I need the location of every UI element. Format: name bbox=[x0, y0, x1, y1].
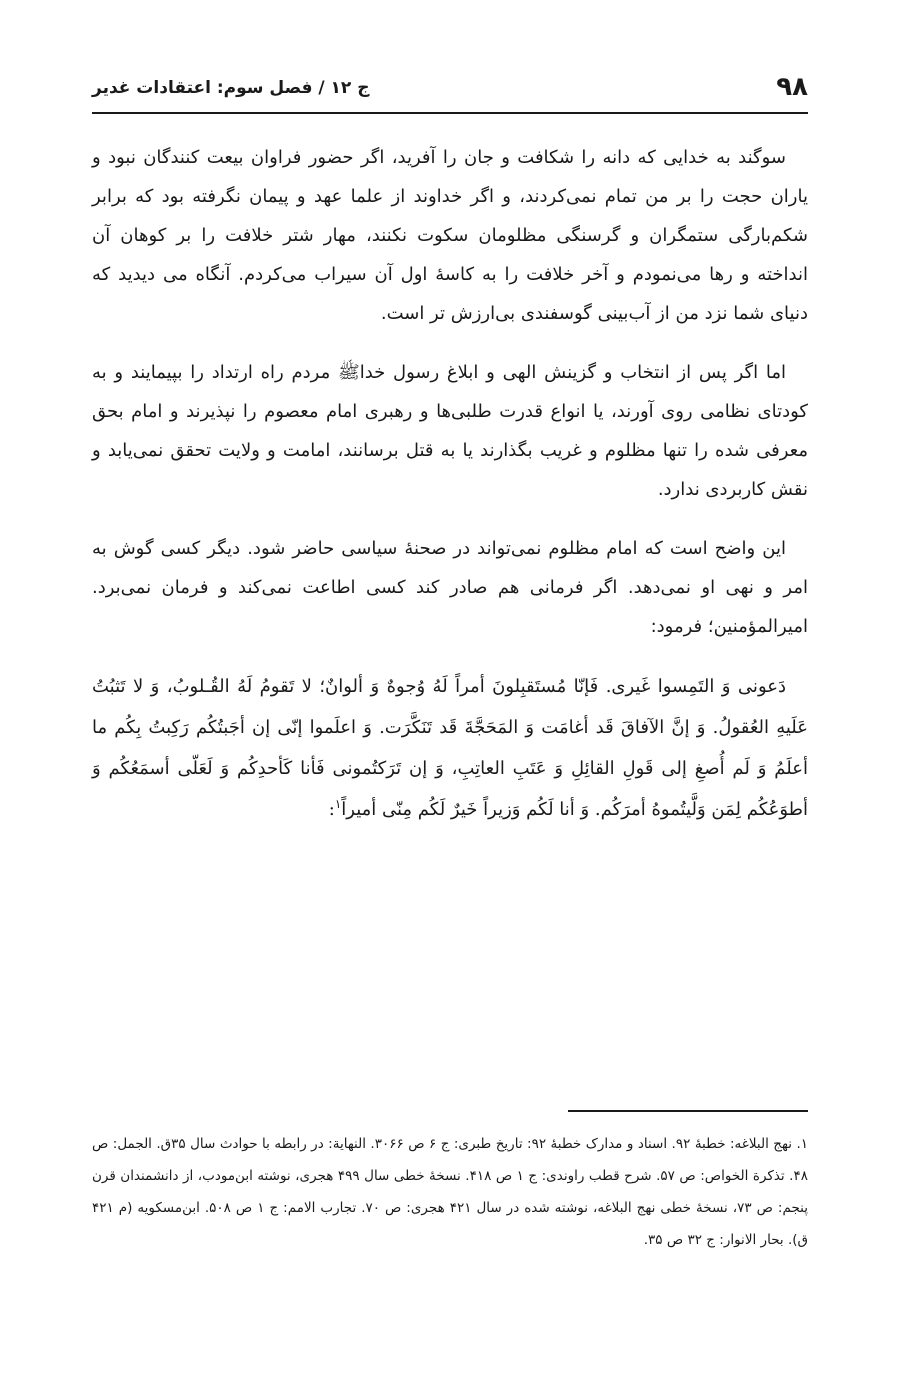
quote-paragraph bbox=[92, 666, 808, 830]
body-text bbox=[92, 138, 808, 850]
paragraph-3: این واضح است که امام مظلوم نمی‌تواند در صحنهٔ سیاسی حاضر شود. دیگر کسی گوش به امر و نهی او نمی‌دهد. اگر فرمانی هم صادر کند کسی اطاعت نمی‌کند و فرمان نمی‌برد. امیرالمؤمنین؛ فرمود: bbox=[92, 538, 808, 637]
book-page bbox=[92, 0, 808, 1390]
paragraph-2: اما اگر پس از انتخاب و گزینش الهی و ابلاغ رسول خداﷺ مردم راه ارتداد را بپیمایند و به کودتای نظامی روی آورند، یا انواع قدرت طلبی‌ها و رهبری امام معصوم را نپذیرند و امام بحق معرفی شده را تنها مظلوم و غریب بگذارند یا به قتل برسانند، امامت و ولایت تحقق نمی‌یابد و نقش کاربردی ندارد. bbox=[92, 362, 808, 500]
running-title: ج ۱۲ / فصل سوم: اعتقادات غدیر bbox=[92, 78, 370, 98]
footnote-marker[interactable]: ۱ bbox=[334, 797, 342, 811]
page-number: ۹۸ bbox=[776, 72, 808, 102]
footnote-text: ۱. نهج البلاغه: خطبهٔ ۹۲. اسناد و مدارک خطبهٔ ۹۲: تاریخ طبری: ج ۶ ص ۳۰۶۶. النهایة: در رابطه با حوادث سال ۳۵ق. الجمل: ص ۴۸. تذکرة الخواص: ص ۵۷. شرح قطب راوندی: ج ۱ ص ۴۱۸. نسخهٔ خطی سال ۴۹۹ هجری، نوشته ابن‌مودب، از دانشمندان قرن پنجم: ص ۷۳، نسخهٔ خطی نهج البلاغه، نوشته شده در سال ۴۲۱ هجری: ص ۷۰. تجارب الامم: ج ۱ ص ۵۰۸. ابن‌مسکویه (م ۴۲۱ ق). بحار الانوار: ج ۳۲ ص ۳۵. bbox=[92, 1136, 809, 1248]
page-header bbox=[92, 70, 808, 114]
paragraph-1: سوگند به خدایی که دانه را شکافت و جان را آفرید، اگر حضور فراوان بیعت کنندگان نبود و یاران حجت را بر من تمام نمی‌کردند، و اگر خداوند از علما عهد و پیمان نگرفته بود که برابر شکم‌بارگی ستمگران و گرسنگی مظلومان سکوت نکنند، مهار شتر خلافت را بر کوهان آن انداخته و رها می‌نمودم و آخر خلافت را به کاسهٔ اول آن سیراب می‌کردم. آنگاه می دیدید که دنیای شما نزد من از آب‌بینی گوسفندی بی‌ارزش تر است. bbox=[92, 147, 808, 324]
quote-text: دَعونی وَ التَمِسوا غَیری. فَإنّا مُستَقبِلونَ أمراً لَهُ وُجوهٌ وَ ألوانٌ؛ لا تَقومُ لَهُ القُـلوبُ، وَ لا تَثبُتُ عَلَیهِ العُقولُ. وَ إنَّ الآفاقَ قَد أغامَت وَ المَحَجَّةَ قَد تَنَکَّرَت. وَ اعلَموا إنّی إن أجَبتُکُم رَکِبتُ بِکُم ما أعلَمُ وَ لَم أُصغِ إلی قَولِ القائِلِ وَ عَتَبِ العاتِبِ، وَ إن تَرَکتُمونی فَأنا کَأحدِکُم وَ لَعَلّی أسمَعُکُم وَ أطوَعُکُم لِمَن وَلَّیتُموهُ أمرَکُم. وَ أنا لَکُم وَزیراً خَیرٌ لَکُم مِنّی أمیراً bbox=[92, 676, 808, 820]
footnote-divider bbox=[568, 1110, 808, 1112]
quote-tail: : bbox=[328, 799, 335, 820]
